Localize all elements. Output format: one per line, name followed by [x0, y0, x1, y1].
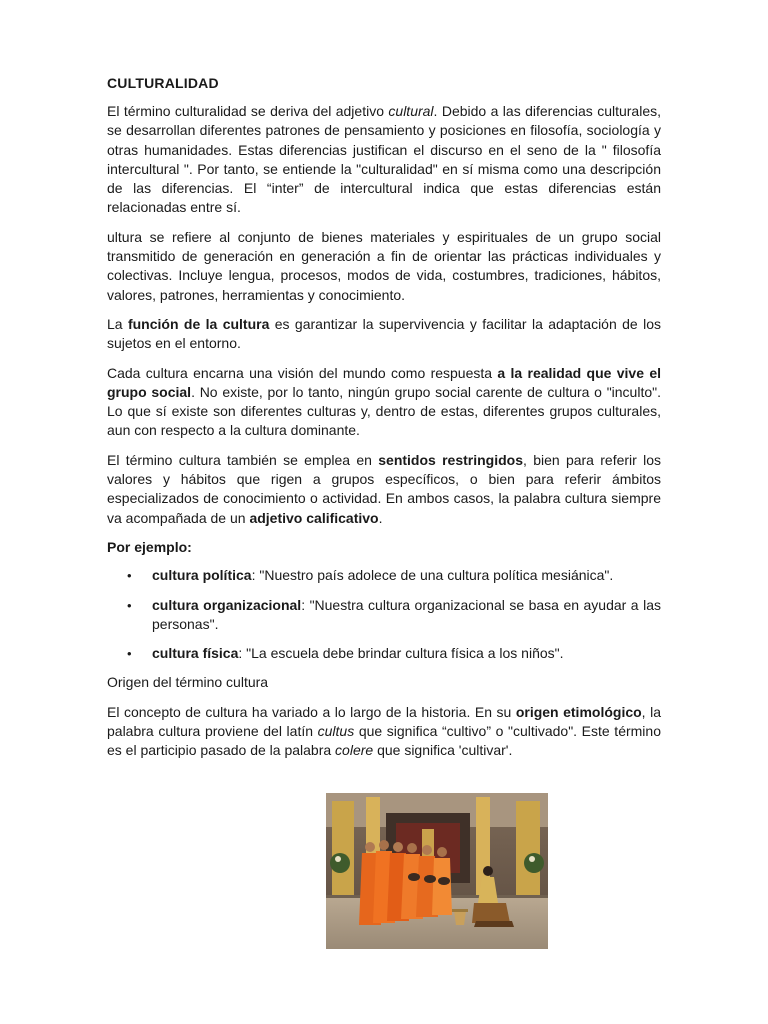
document-body	[107, 74, 661, 761]
bold-term: adjetivo calificativo	[249, 509, 379, 526]
bold-term: cultura física	[152, 645, 239, 662]
examples-heading	[107, 538, 661, 557]
text-run: El término cultura también se emplea en	[107, 451, 379, 468]
paragraph-origen	[107, 703, 661, 761]
text-run: , bien para referir los valores y hábitos que rigen a grupos específicos, o bien para referir ámbitos especializados de conocimiento o actividad. En ambos casos, la palabra cultura siempre va acompañada de un	[107, 451, 661, 526]
text-run: .	[378, 509, 383, 526]
text-run: : "La escuela debe brindar cultura física a los niños".	[238, 645, 564, 662]
page-title: CULTURALIDAD	[107, 75, 219, 91]
bold-term: función de la cultura	[127, 315, 270, 332]
list-item	[107, 644, 661, 663]
bullet-icon: •	[127, 568, 132, 584]
bullet-icon: •	[127, 646, 132, 662]
text-run: : "Nuestra cultura organizacional se basa en ayudar a las personas".	[152, 596, 661, 632]
text-run: El concepto de cultura ha variado a lo largo de la historia. En su	[107, 703, 516, 720]
photo-illustration	[326, 793, 548, 949]
bold-term: cultura política	[152, 567, 252, 584]
italic-term: cultus	[317, 723, 355, 740]
paragraph-cultura-definition: ultura se refiere al conjunto de bienes materiales y espirituales de un grupo social transmitido de generación en generación a fin de orientar las prácticas individuales y colectivas. Incluye lengua, procesos, modos de vida, costumbres, tradiciones, hábitos, valores, patrones, herramientas y conocimiento.	[107, 228, 661, 303]
italic-term: colere	[335, 742, 374, 759]
text-run: , la palabra cultura proviene del latín	[107, 703, 661, 740]
text-run: La	[107, 315, 128, 332]
text-run: es garantizar la supervivencia y facilitar la adaptación de los sujetos en el entorno.	[107, 315, 661, 352]
examples-list	[107, 566, 661, 663]
text-run: que significa “cultivo” o "cultivado". Este término es el participio pasado de la palabra	[107, 723, 661, 759]
paragraph-culturalidad	[107, 102, 661, 218]
list-item	[107, 596, 661, 635]
text-run: que significa 'cultivar'.	[373, 742, 513, 759]
bold-term: cultura organizacional	[152, 596, 302, 613]
list-item	[107, 566, 661, 585]
text-run: . Debido a las diferencias culturales, se desarrollan diferentes patrones de pensamiento y posiciones en filosofía, sociología y otras humanidades. Estas diferencias justifican el discurso en el seno de la " filosofía intercultural ". Por tanto, se entiende la "culturalidad" en sí misma como una descripción de las diferencias. El “inter” de intercultural indica que estas diferencias están relacionadas entre sí.	[107, 103, 662, 216]
text-run: El término culturalidad se deriva del adjetivo	[107, 103, 389, 119]
bullet-icon: •	[127, 597, 132, 613]
paragraph-vision-del-mundo	[107, 364, 661, 441]
monks-offering-photo	[326, 793, 548, 949]
origin-heading: Origen del término cultura	[107, 674, 269, 691]
text-run: . No existe, por lo tanto, ningún grupo social carente de cultura o "inculto". Lo que sí existe son diferentes culturas y, dentro de estas, diferentes grupos culturales, aun con respecto a la cultura dominante.	[107, 383, 661, 439]
bold-term: sentidos restringidos	[378, 451, 524, 468]
text-run: : "Nuestro país adolece de una cultura política mesiánica".	[251, 567, 614, 584]
paragraph-sentidos-restringidos	[107, 451, 661, 528]
paragraph-funcion	[107, 315, 661, 354]
bold-heading: Por ejemplo:	[107, 538, 192, 555]
text-run: Cada cultura encarna una visión del mundo como respuesta	[107, 364, 498, 381]
bold-term: origen etimológico	[515, 703, 642, 720]
italic-term: cultural	[388, 103, 434, 119]
bold-term: a la realidad que vive el grupo social	[107, 364, 661, 400]
